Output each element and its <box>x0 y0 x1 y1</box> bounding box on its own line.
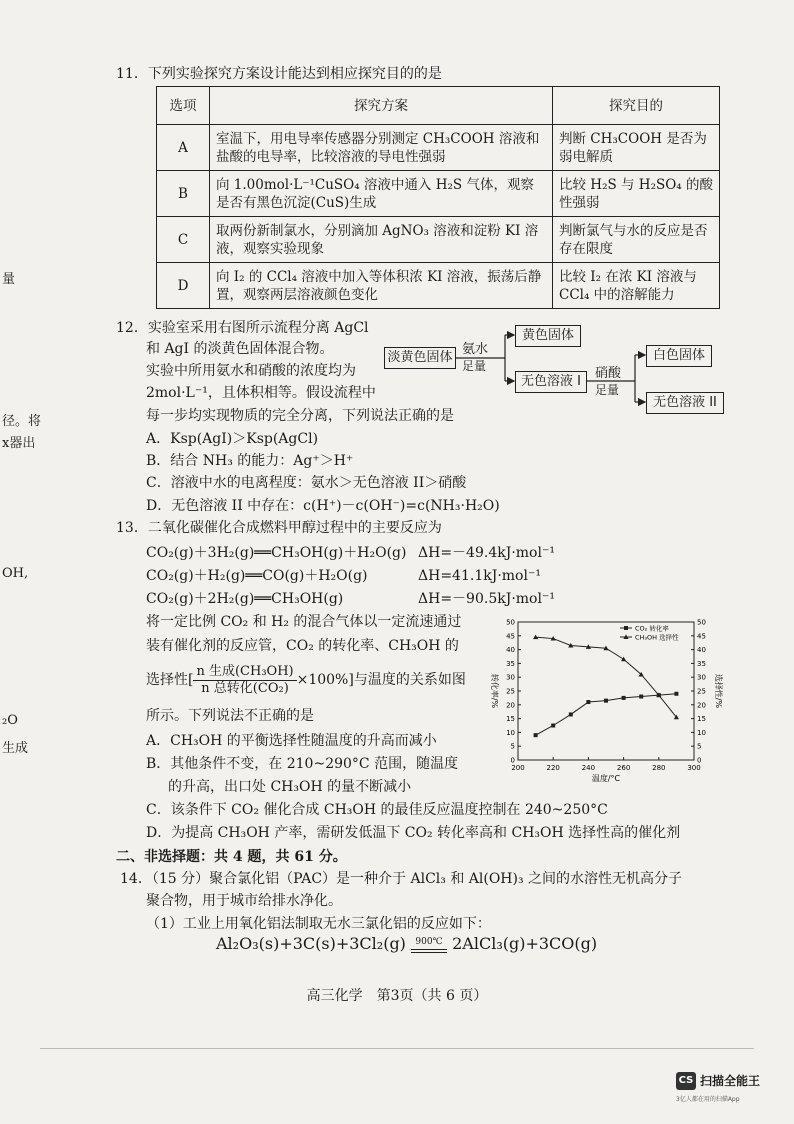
flow-reagent1: 氨水 <box>462 342 489 357</box>
y-tick-label: 30 <box>506 673 515 682</box>
edge-fragment: 量 <box>2 272 16 287</box>
edge-fragment: 径。将 <box>2 414 42 429</box>
q12-line: 每一步均实现物质的完全分离，下列说法正确的是 <box>146 408 454 424</box>
y-tick-label-right: 45 <box>697 632 706 641</box>
flow-sol1-box: 无色溶液 I <box>515 371 587 393</box>
legend-marker <box>624 626 628 630</box>
table-header: 探究目的 <box>553 87 720 125</box>
y-tick-label-right: 20 <box>697 701 706 710</box>
flow-arrows <box>380 320 730 420</box>
table-row <box>157 171 720 217</box>
table-row <box>157 263 720 309</box>
y-tick-label-right: 40 <box>697 646 706 655</box>
q13-option: D．为提高 CH₃OH 产率，需研发低温下 CO₂ 转化率高和 CH₃OH 选择性高的催化剂 <box>146 825 681 841</box>
q12-line: 12．实验室采用右图所示流程分离 AgCl <box>116 320 369 336</box>
option-letter: D <box>157 263 210 309</box>
q14-line: 14．（15 分）聚合氯化铝（PAC）是一种介于 AlCl₃ 和 Al(OH)₃ 之间的水溶性无机高分子 <box>120 871 683 887</box>
edge-fragment: 生成 <box>2 741 29 756</box>
flow-reagent1-sub: 足量 <box>462 359 487 373</box>
y-tick-label-right: 15 <box>697 715 706 724</box>
section-heading: 二、非选择题：共 4 题，共 61 分。 <box>116 849 347 865</box>
legend-label: CO₂ 转化率 <box>635 624 669 633</box>
divider <box>40 1048 754 1049</box>
selectivity-formula <box>146 662 466 698</box>
page-footer: 高三化学 第3页（共 6 页） <box>306 988 488 1004</box>
plan-cell: 向 1.00mol·L⁻¹CuSO₄ 溶液中通入 H₂S 气体，观察是否有黑色沉淀(CuS)生成 <box>210 171 553 217</box>
q13-stem: 13．二氧化碳催化合成燃料甲醇过程中的主要反应为 <box>116 520 442 536</box>
q13-option-cont: 的升高，出口处 CH₃OH 的量不断减小 <box>168 779 412 795</box>
goal-cell: 判断 CH₃COOH 是否为弱电解质 <box>553 125 720 171</box>
data-point <box>639 695 643 699</box>
reaction-dh: ΔH=－90.5kJ·mol⁻¹ <box>418 591 555 607</box>
q14-equation <box>216 934 597 953</box>
q14-line: （1）工业上用氧化铝法制取无水三氯化铝的反应如下： <box>146 916 491 932</box>
y-tick-label-right: 0 <box>697 756 702 765</box>
reaction-eq: CO₂(g)＋H₂(g)══CO(g)＋H₂O(g) <box>146 568 368 584</box>
data-point <box>569 712 573 716</box>
option-letter: C <box>157 217 210 263</box>
sel-suffix: ×100%]与温度的关系如图 <box>296 672 466 688</box>
eq-left: Al₂O₃(s)+3C(s)+3Cl₂(g) <box>216 934 406 953</box>
legend-label: CH₃OH 选择性 <box>635 633 679 642</box>
plan-cell: 室温下，用电导率传感器分别测定 CH₃COOH 溶液和盐酸的电导率，比较溶液的导电性强弱 <box>210 125 553 171</box>
frac-den: n 总转化(CO₂) <box>201 680 289 696</box>
plot-frame <box>518 622 694 760</box>
flow-white-box: 白色固体 <box>646 345 712 367</box>
data-point <box>534 733 538 737</box>
x-tick-label: 300 <box>687 764 701 772</box>
q12-line: 实验中所用氨水和硝酸的浓度均为 <box>146 363 356 379</box>
table-header: 探究方案 <box>210 87 553 125</box>
data-point <box>604 699 608 703</box>
y-tick-label: 25 <box>506 687 515 696</box>
goal-cell: 判断氯气与水的反应是否存在限度 <box>553 217 720 263</box>
y-axis-label-right: 选择性/% <box>714 673 723 709</box>
data-point <box>622 696 626 700</box>
reaction-dh: ΔH=－49.4kJ·mol⁻¹ <box>418 545 555 561</box>
y-tick-label: 0 <box>510 756 515 765</box>
x-tick-label: 200 <box>511 764 525 772</box>
y-tick-label-right: 25 <box>697 687 706 696</box>
table-header: 选项 <box>157 87 210 125</box>
data-point <box>551 724 555 728</box>
reaction-eq: CO₂(g)＋2H₂(g)══CH₃OH(g) <box>146 591 344 607</box>
y-tick-label: 35 <box>506 659 515 668</box>
q11-stem: 11．下列实验探究方案设计能达到相应探究目的的是 <box>116 66 442 82</box>
x-tick-label: 260 <box>616 764 631 772</box>
q12-option: B．结合 NH₃ 的能力：Ag⁺＞H⁺ <box>146 453 354 469</box>
q11-table <box>156 86 720 309</box>
y-tick-label-right: 30 <box>697 673 706 682</box>
eq-arrow <box>411 937 447 953</box>
data-point <box>674 692 678 696</box>
edge-fragment: x器出 <box>2 436 36 451</box>
frac-num: n 生成(CH₃OH) <box>193 664 296 681</box>
flow-sol2-box: 无色溶液 II <box>646 392 724 414</box>
camscanner-logo-icon: CS <box>676 1072 696 1090</box>
y-tick-label: 20 <box>506 701 515 710</box>
option-letter: A <box>157 125 210 171</box>
y-tick-label: 45 <box>506 632 515 641</box>
q13-chart <box>484 614 722 784</box>
eq-condition: 900℃ <box>415 936 443 947</box>
q12-option: A．Ksp(AgI)＞Ksp(AgCl) <box>146 431 319 447</box>
y-tick-label: 15 <box>506 715 515 724</box>
q13-option: B．其他条件不变，在 210~290°C 范围，随温度 <box>146 756 459 772</box>
x-tick-label: 220 <box>546 764 560 772</box>
y-tick-label: 50 <box>506 618 515 627</box>
q13-text2: 所示。下列说法不正确的是 <box>146 708 314 724</box>
plan-cell: 取两份新制氯水，分别滴加 AgNO₃ 溶液和淀粉 KI 溶液，观察实验现象 <box>210 217 553 263</box>
edge-fragment: OH, <box>2 566 29 581</box>
flow-yellow-box: 黄色固体 <box>515 325 581 347</box>
y-tick-label-right: 10 <box>697 728 706 737</box>
q12-line: 和 AgI 的淡黄色固体混合物。 <box>146 341 334 357</box>
q12-option: D．无色溶液 II 中存在：c(H⁺)－c(OH⁻)=c(NH₃·H₂O) <box>146 498 500 514</box>
q12-line: 2mol·L⁻¹，且体积相等。假设流程中 <box>146 385 376 401</box>
x-tick-label: 280 <box>652 764 666 772</box>
x-axis-label: 温度/°C <box>591 774 621 783</box>
y-tick-label: 10 <box>506 728 515 737</box>
watermark-tag: 3亿人都在用的扫描App <box>676 1096 740 1103</box>
table-row <box>157 217 720 263</box>
y-tick-label-right: 50 <box>697 618 706 627</box>
q14-line: 聚合物，用于城市给排水净化。 <box>146 893 342 909</box>
flow-reagent2: 硝酸 <box>595 366 622 381</box>
y-tick-label: 40 <box>506 646 515 655</box>
reaction-eq: CO₂(g)＋3H₂(g)══CH₃OH(g)＋H₂O(g) <box>146 545 407 561</box>
fraction <box>193 664 296 697</box>
goal-cell: 比较 I₂ 在浓 KI 溶液与 CCl₄ 中的溶解能力 <box>553 263 720 309</box>
y-tick-label-right: 35 <box>697 659 706 668</box>
plan-cell: 向 I₂ 的 CCl₄ 溶液中加入等体积浓 KI 溶液，振荡后静置，观察两层溶液颜色变化 <box>210 263 553 309</box>
option-letter: B <box>157 171 210 217</box>
watermark-name: 扫描全能王 <box>700 1074 761 1088</box>
y-tick-label: 5 <box>510 742 515 751</box>
flow-start-box: 淡黄色固体 <box>384 347 456 369</box>
edge-fragment: ₂O <box>2 713 18 728</box>
sel-prefix: 选择性[ <box>146 672 194 688</box>
x-tick-label: 240 <box>581 764 596 772</box>
data-point <box>586 700 590 704</box>
q13-option: C．该条件下 CO₂ 催化合成 CH₃OH 的最佳反应温度控制在 240~250°C <box>146 802 608 818</box>
y-tick-label-right: 5 <box>697 742 702 751</box>
flow-reagent2-sub: 足量 <box>595 383 620 397</box>
reaction-dh: ΔH=41.1kJ·mol⁻¹ <box>418 568 541 584</box>
q13-option: A．CH₃OH 的平衡选择性随温度的升高而减小 <box>146 733 437 749</box>
q12-option: C．溶液中水的电离程度：氨水＞无色溶液 II＞硝酸 <box>146 475 467 491</box>
q13-text: 将一定比例 CO₂ 和 H₂ 的混合气体以一定流速通过 <box>146 614 462 630</box>
y-axis-label-left: 转化率/% <box>490 673 499 709</box>
data-point <box>621 657 626 662</box>
q13-text: 装有催化剂的反应管，CO₂ 的转化率、CH₃OH 的 <box>146 638 459 654</box>
table-row <box>157 125 720 171</box>
goal-cell: 比较 H₂S 与 H₂SO₄ 的酸性强弱 <box>553 171 720 217</box>
eq-right: 2AlCl₃(g)+3CO(g) <box>452 934 598 953</box>
